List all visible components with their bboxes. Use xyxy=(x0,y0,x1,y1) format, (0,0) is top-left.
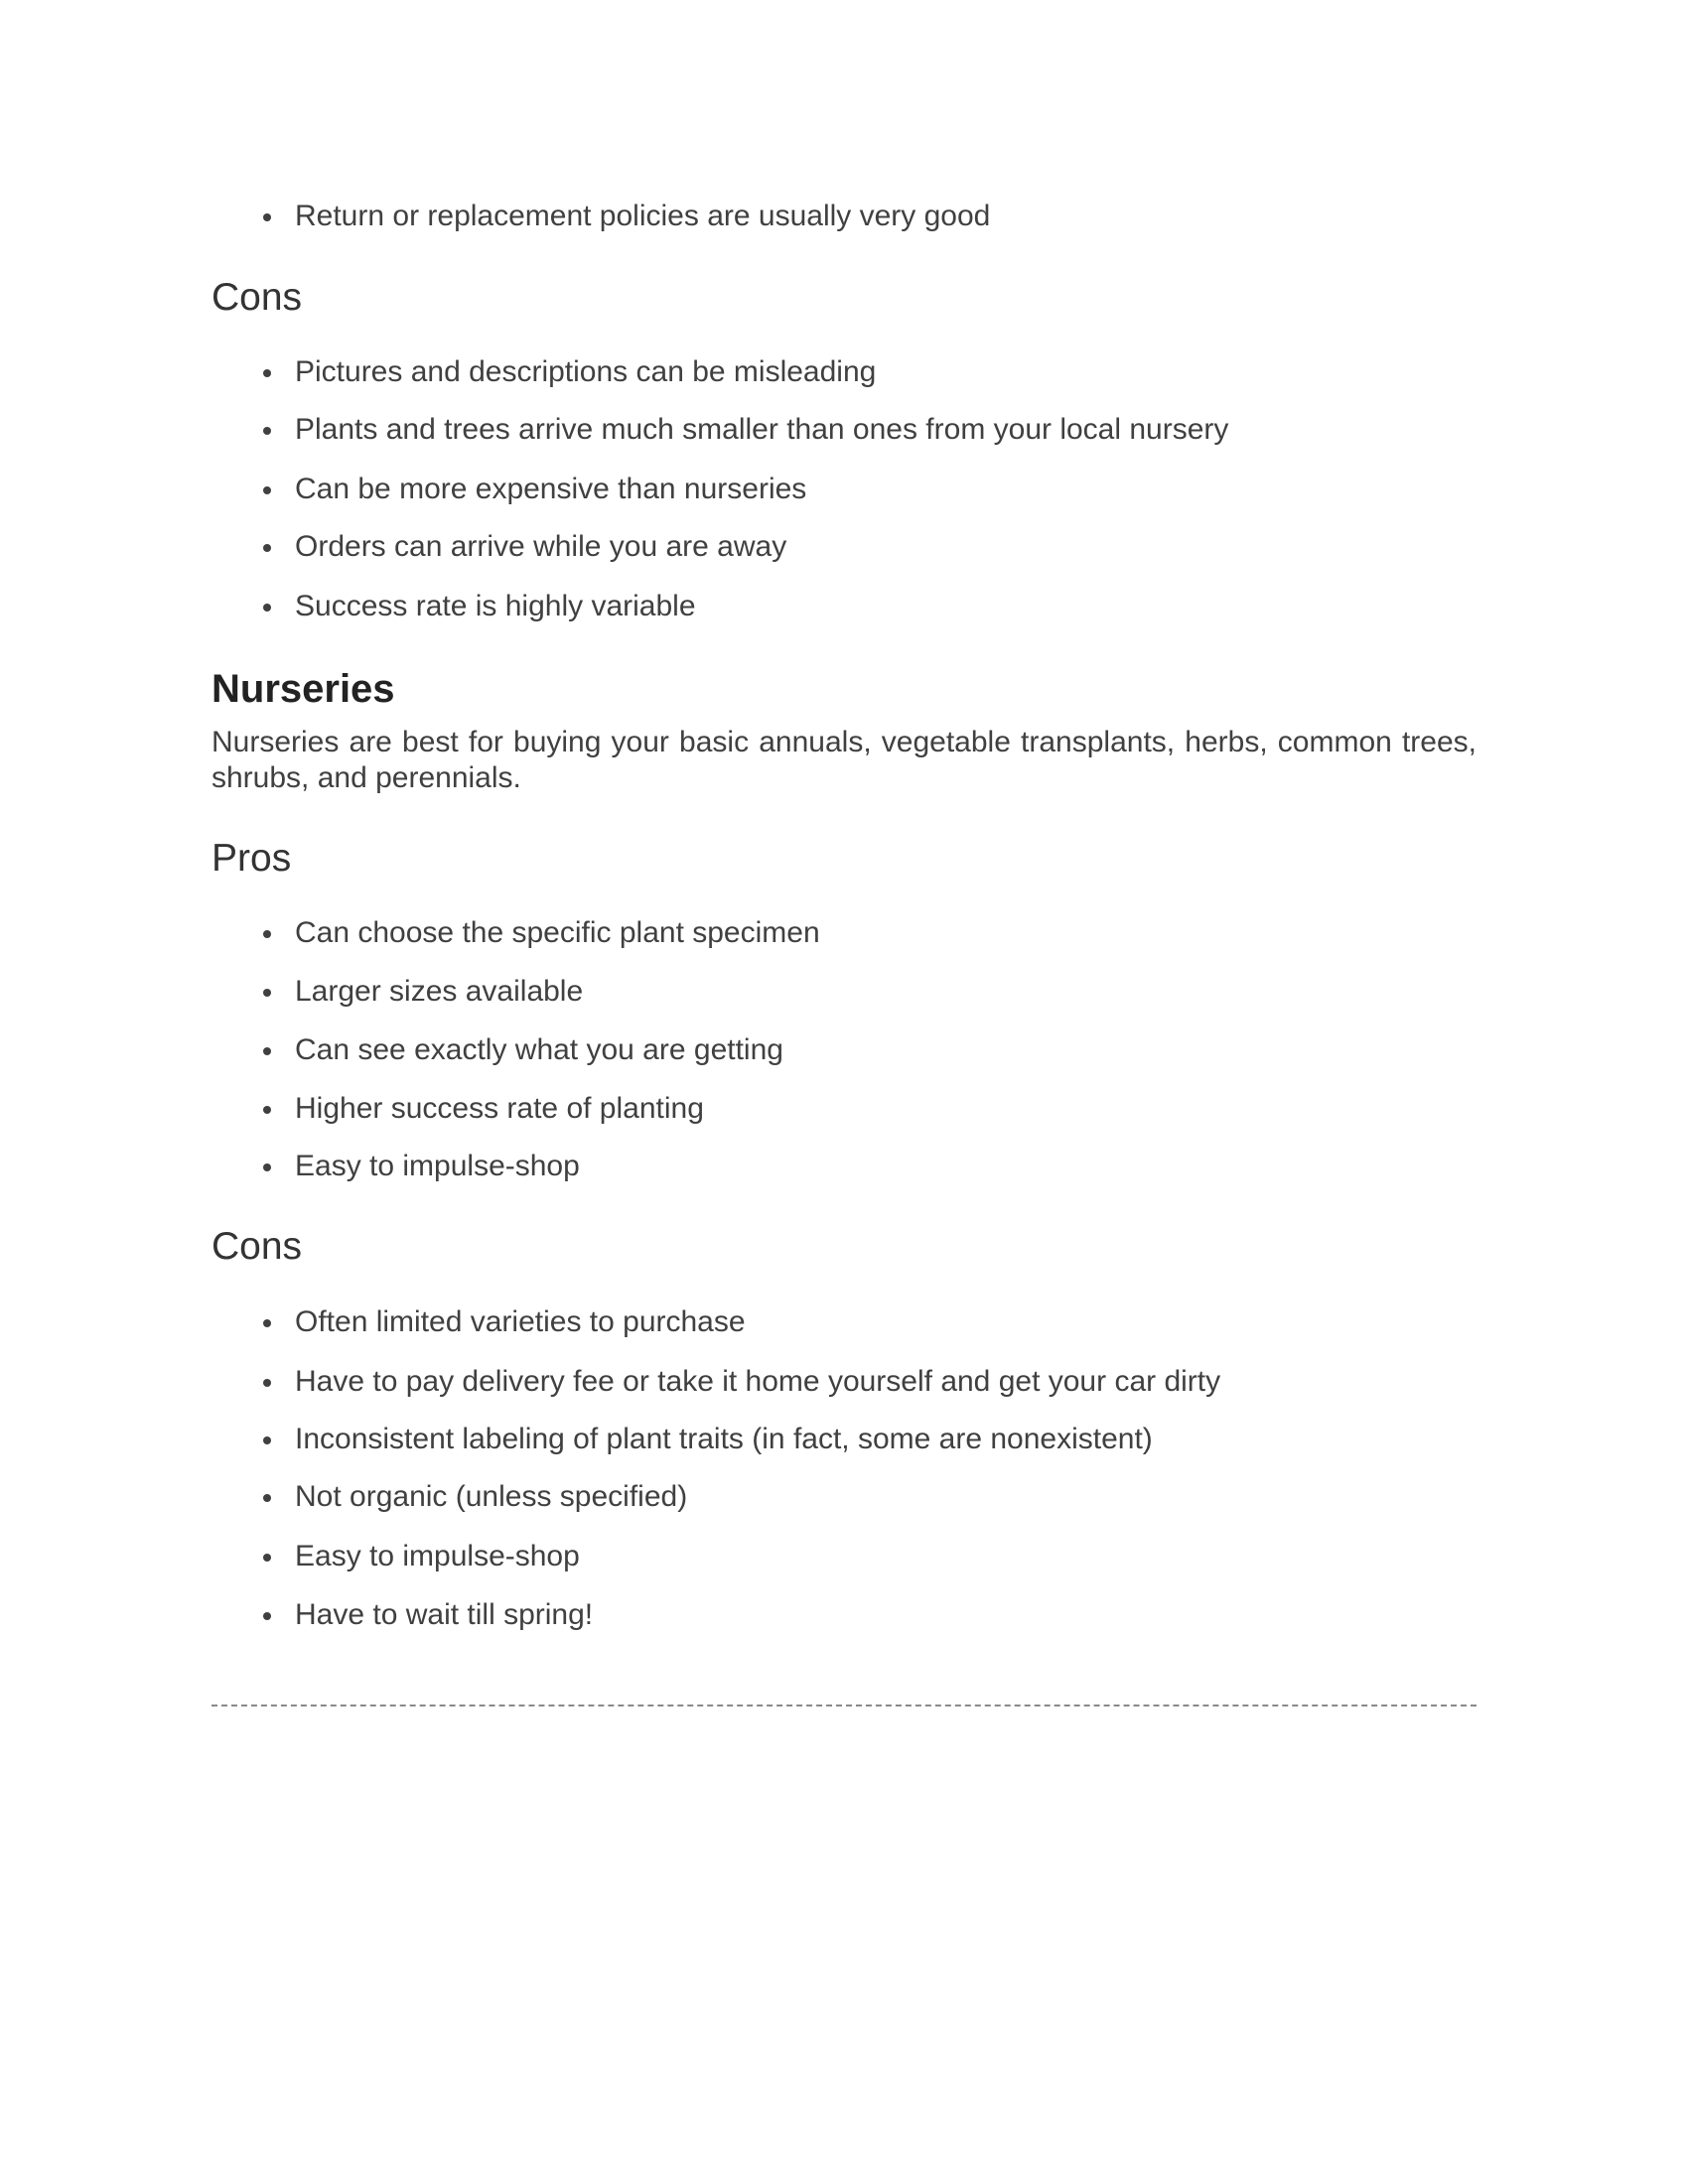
list-item: Easy to impulse-shop xyxy=(295,1150,580,1182)
list-item: Success rate is highly variable xyxy=(295,590,696,622)
list-item: Higher success rate of planting xyxy=(295,1092,704,1125)
list-item: Not organic (unless specified) xyxy=(295,1480,688,1513)
list-item: Return or replacement policies are usually very good xyxy=(295,200,991,232)
list-item: Can be more expensive than nurseries xyxy=(295,473,807,505)
list-item: Easy to impulse-shop xyxy=(295,1540,580,1572)
nurseries-description: Nurseries are best for buying your basic annuals, vegetable transplants, herbs, common trees, shrubs, and perennials. xyxy=(211,726,1477,794)
list-item: Can choose the specific plant specimen xyxy=(295,916,820,949)
list-item: Have to wait till spring! xyxy=(295,1598,594,1631)
list-item: Have to pay delivery fee or take it home yourself and get your car dirty xyxy=(295,1365,1221,1398)
nurseries-cons-heading: Cons xyxy=(211,1225,303,1268)
list-item: Often limited varieties to purchase xyxy=(295,1305,746,1338)
list-item: Inconsistent labeling of plant traits (in fact, some are nonexistent) xyxy=(295,1423,1153,1455)
nurseries-pros-heading: Pros xyxy=(211,837,292,880)
list-item: Larger sizes available xyxy=(295,975,584,1008)
online-cons-heading: Cons xyxy=(211,276,303,319)
section-divider xyxy=(211,1705,1477,1706)
list-item: Pictures and descriptions can be misleading xyxy=(295,355,877,388)
list-item: Can see exactly what you are getting xyxy=(295,1033,783,1066)
nurseries-heading: Nurseries xyxy=(211,667,395,711)
list-item: Orders can arrive while you are away xyxy=(295,530,787,563)
list-item: Plants and trees arrive much smaller than ones from your local nursery xyxy=(295,413,1229,446)
